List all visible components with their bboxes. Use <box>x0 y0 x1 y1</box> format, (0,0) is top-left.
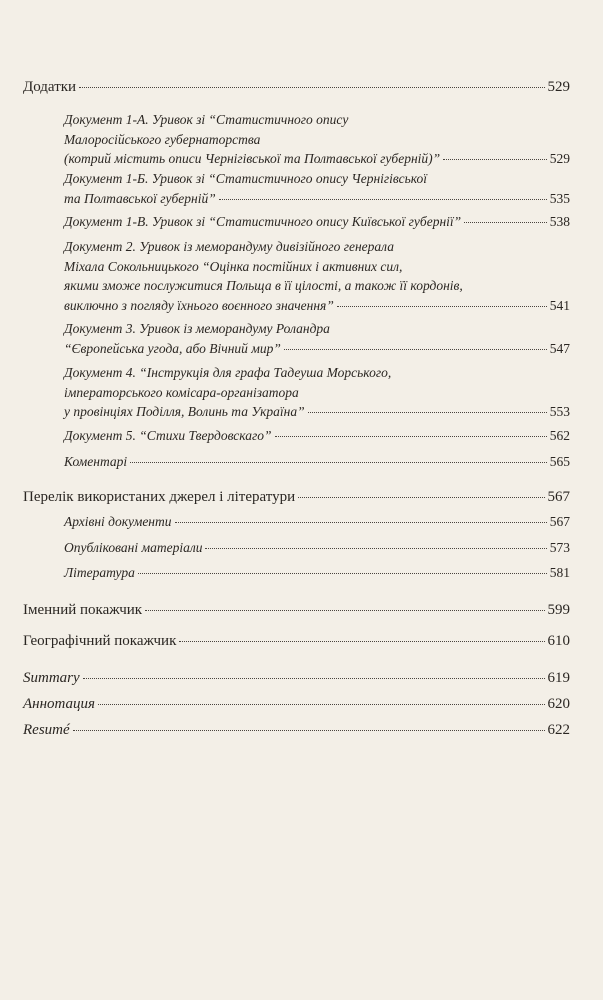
toc-entry-title-line: Архівні документи <box>64 514 172 529</box>
dot-leader <box>275 436 547 437</box>
toc-entry-title-line: Коментарі <box>64 454 128 469</box>
toc-entry <box>64 538 570 558</box>
toc-entry-title-line: Resumé <box>23 722 70 738</box>
toc-page-number: 620 <box>547 696 570 712</box>
dot-leader <box>337 306 547 307</box>
dot-leader <box>175 522 547 523</box>
toc-entry-title-line: Документ 2. Уривок із меморандуму дивізійного генерала <box>64 239 394 254</box>
toc-entry-title-line: Аннотация <box>23 696 96 712</box>
toc-entry-title-line: Опубліковані матеріали <box>64 540 203 555</box>
toc-entry-title-line: Документ 1-Б. Уривок зі “Статистичного опису Чернігівської <box>64 171 428 186</box>
toc-entry <box>64 363 570 422</box>
dot-leader <box>205 548 546 549</box>
toc-page-number: 619 <box>547 670 570 686</box>
dot-leader <box>219 199 547 200</box>
toc-entry <box>23 488 570 508</box>
toc-entry-title-line: імператорського комісара-організатора <box>64 384 299 400</box>
toc-entry <box>23 78 570 98</box>
toc-entry-title-line: (котрий містить описи Чернігівської та Полтавської губерній)” <box>64 151 441 166</box>
toc-entry-title-line: Географічний покажчик <box>23 633 177 649</box>
dot-leader <box>130 462 547 463</box>
toc-entry <box>64 563 570 583</box>
toc-page-number: 538 <box>549 214 570 229</box>
toc-entry-title-line: Документ 1-В. Уривок зі “Статистичного опису Київської губернії” <box>64 214 462 229</box>
toc-entry <box>64 319 570 358</box>
toc-entry <box>64 512 570 532</box>
toc-entry <box>64 212 570 232</box>
toc-entry-title-line: Додатки <box>23 79 77 95</box>
toc-entry-title-line: Документ 1-А. Уривок зі “Статистичного опису <box>64 112 349 127</box>
toc-entry-title-line: Документ 3. Уривок із меморандуму Роландра <box>64 321 330 336</box>
dot-leader <box>308 412 547 413</box>
dot-leader <box>79 87 544 88</box>
toc-page-number: 567 <box>549 514 570 529</box>
toc-page-number: 547 <box>549 340 570 356</box>
toc-entry-title-line: Література <box>64 565 135 580</box>
toc-entry-title-line: Summary <box>23 670 80 686</box>
toc-entry-title-line: Перелік використаних джерел і літератури <box>23 489 296 505</box>
toc-entry-title-line: Іменний покажчик <box>23 602 143 618</box>
toc-entry <box>23 632 570 652</box>
toc-entry <box>64 169 570 208</box>
toc-page-number: 541 <box>549 297 570 313</box>
toc-page-number: 529 <box>547 79 570 95</box>
toc-entry <box>23 695 570 715</box>
toc-entry-title-line: Документ 4. “Інструкція для графа Тадеуша Морського, <box>64 365 392 380</box>
dot-leader <box>138 573 547 574</box>
dot-leader <box>298 497 544 498</box>
toc-page-number: 573 <box>549 540 570 555</box>
toc-entry-title-line: та Полтавської губерній” <box>64 190 216 206</box>
toc-entry <box>23 601 570 621</box>
toc-page-number: 562 <box>549 428 570 443</box>
toc-entry <box>64 452 570 472</box>
toc-page-number: 565 <box>549 454 570 469</box>
toc-entry-title-line: “Європейська угода, або Вічний мир” <box>64 340 281 356</box>
toc-entry-title-line: Малоросійського губернаторства <box>64 131 261 147</box>
dot-leader <box>443 159 547 160</box>
dot-leader <box>284 349 547 350</box>
toc-entry-title-line: Міхала Сокольницького “Оцінка постійних і активних сил, <box>64 258 403 274</box>
toc-entry <box>64 237 570 315</box>
toc-page-number: 599 <box>547 602 570 618</box>
toc-page-number: 529 <box>549 151 570 166</box>
toc-entry-title-line: у провінціях Поділля, Волинь та Україна” <box>64 404 305 419</box>
toc-entry <box>23 721 570 741</box>
dot-leader <box>83 678 545 679</box>
toc-entry <box>64 110 570 169</box>
toc-entry-title-line: виключно з погляду їхнього воєнного значення” <box>64 297 334 313</box>
toc-page-number: 567 <box>547 489 570 505</box>
dot-leader <box>464 222 547 223</box>
dot-leader <box>98 704 544 705</box>
toc-page-number: 581 <box>549 565 570 580</box>
dot-leader <box>73 730 545 731</box>
toc-page-number: 610 <box>547 633 570 649</box>
toc-entry-title-line: якими зможе послужитися Польща в її цілості, а також її кордонів, <box>64 278 463 293</box>
toc-entry <box>23 669 570 689</box>
dot-leader <box>145 610 544 611</box>
toc-page-number: 535 <box>549 190 570 206</box>
toc-page-number: 553 <box>549 404 570 419</box>
dot-leader <box>179 641 544 642</box>
toc-entry <box>64 426 570 446</box>
toc-entry-title-line: Документ 5. “Стихи Твердовскаго” <box>64 428 272 443</box>
toc-page-number: 622 <box>547 722 570 738</box>
